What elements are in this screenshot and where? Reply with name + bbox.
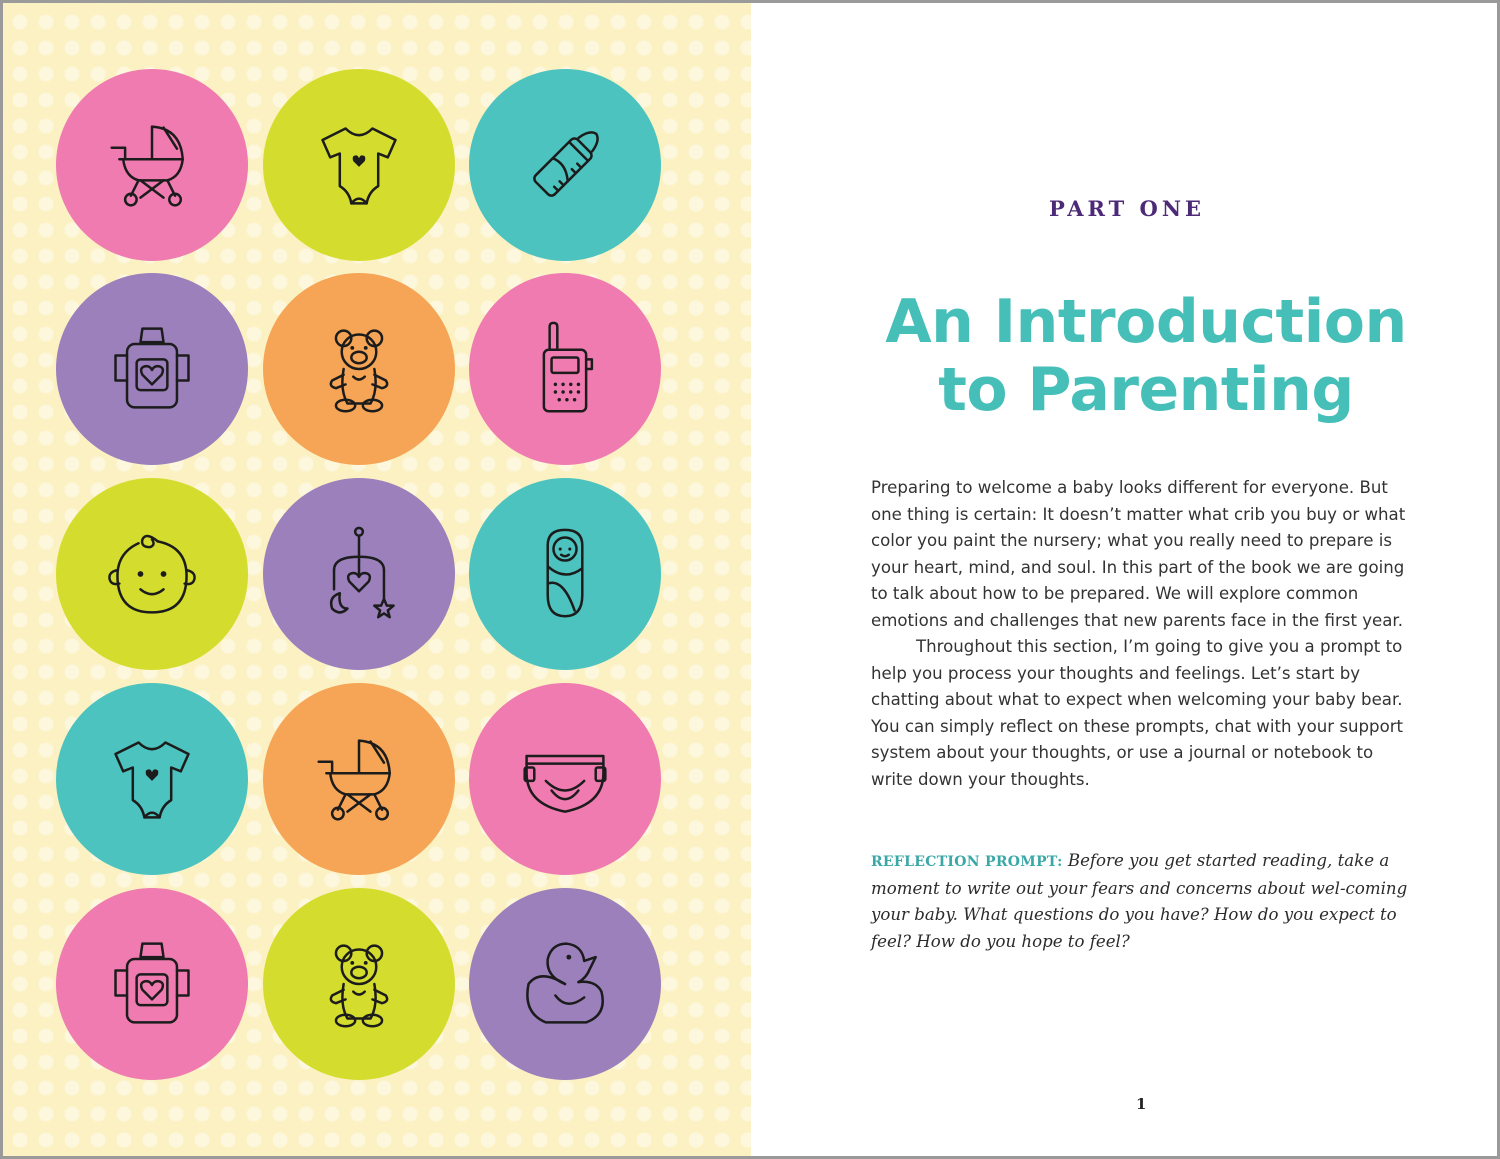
chapter-title bbox=[751, 288, 1500, 424]
page-number: 1 bbox=[1136, 1095, 1147, 1113]
icon-circle bbox=[56, 683, 248, 875]
reflection-prompt-text: Before you get started reading, take a moment to write out your fears and concerns about wel-coming your baby. What questions do you have? How do you expect to feel? How do you hope to feel? bbox=[871, 851, 1408, 951]
sippy-cup-icon bbox=[104, 936, 200, 1032]
body-text bbox=[871, 475, 1416, 793]
swaddled-baby-icon bbox=[517, 526, 613, 622]
icon-circle bbox=[56, 273, 248, 465]
diaper-icon bbox=[517, 731, 613, 827]
teddy-bear-icon bbox=[311, 321, 407, 417]
paragraph-1: Preparing to welcome a baby looks different for everyone. But one thing is certain: It doesn’t matter what crib you buy or what color you paint the nursery; what you really need to prepare is your heart, mind, and soul. In this part of the book we are going to talk about how to be prepared. We will explore common emotions and challenges that new parents face in the first year. bbox=[871, 478, 1406, 630]
icon-circle bbox=[469, 69, 661, 261]
illustration-page bbox=[3, 3, 751, 1159]
part-label: PART ONE bbox=[1048, 196, 1206, 221]
onesie-icon bbox=[311, 117, 407, 213]
icon-circle bbox=[263, 683, 455, 875]
icon-circle bbox=[263, 478, 455, 670]
teddy-bear-icon bbox=[311, 936, 407, 1032]
icon-circle bbox=[56, 478, 248, 670]
baby-monitor-icon bbox=[517, 321, 613, 417]
paragraph-2: Throughout this section, I’m going to give you a prompt to help you process your thoughts and feelings. Let’s start by chatting about what to expect when welcoming your baby bear. You can simply reflect on these prompts, chat with your support system about your thoughts, or use a journal or notebook to write down your thoughts. bbox=[871, 637, 1404, 789]
reflection-prompt bbox=[871, 848, 1416, 955]
sippy-cup-icon bbox=[104, 321, 200, 417]
baby-bottle-icon bbox=[517, 117, 613, 213]
icon-circle bbox=[469, 888, 661, 1080]
icon-circle bbox=[263, 69, 455, 261]
stroller-icon bbox=[311, 731, 407, 827]
crib-mobile-icon bbox=[311, 526, 407, 622]
icon-circle bbox=[56, 888, 248, 1080]
icon-circle bbox=[56, 69, 248, 261]
stroller-icon bbox=[104, 117, 200, 213]
baby-face-icon bbox=[104, 526, 200, 622]
icon-circle bbox=[469, 683, 661, 875]
icon-circle bbox=[263, 273, 455, 465]
icon-circle bbox=[469, 478, 661, 670]
onesie-icon bbox=[104, 731, 200, 827]
chapter-title-line-1: An Introduction bbox=[885, 287, 1407, 357]
rubber-duck-icon bbox=[517, 936, 613, 1032]
icon-circle bbox=[263, 888, 455, 1080]
icon-circle bbox=[469, 273, 661, 465]
reflection-prompt-label: REFLECTION PROMPT: bbox=[871, 854, 1063, 870]
chapter-title-line-2: to Parenting bbox=[938, 355, 1354, 425]
text-page bbox=[751, 3, 1500, 1159]
